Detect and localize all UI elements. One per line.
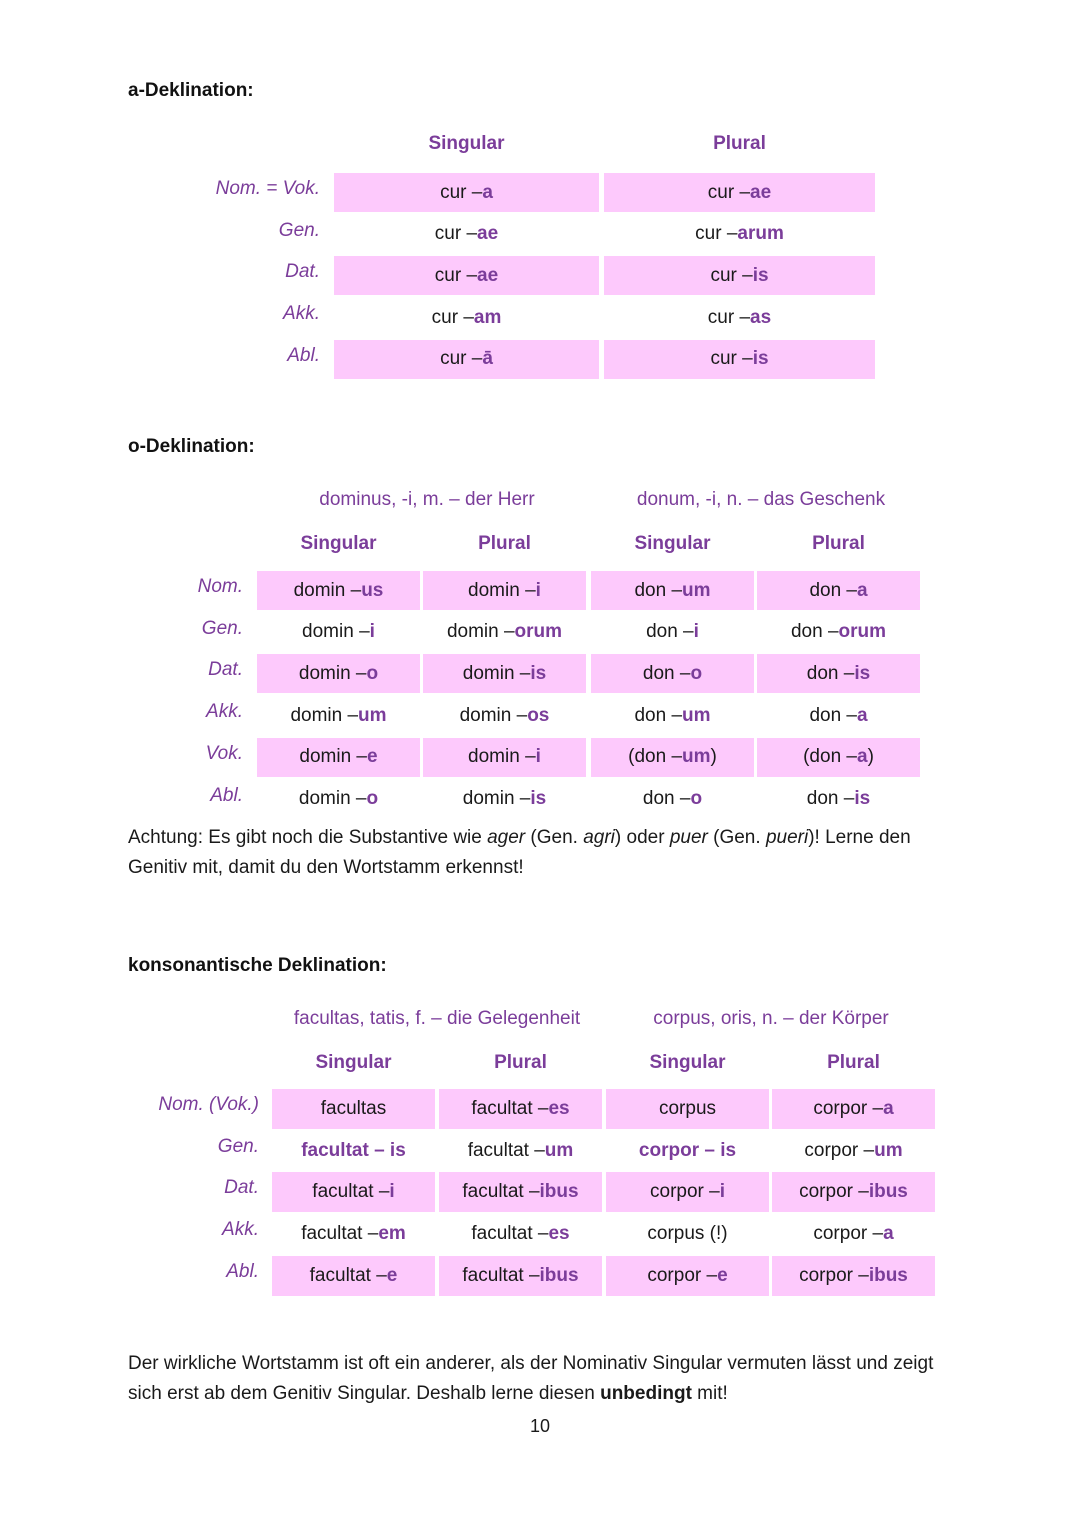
stem: cur –: [707, 306, 751, 328]
k-case-label: Nom. (Vok.): [158, 1094, 259, 1115]
ending: a: [482, 181, 493, 203]
k-table-cell: [439, 1131, 602, 1171]
o-note-puer: puer: [669, 827, 708, 848]
ending: ā: [482, 348, 493, 370]
ending: ae: [750, 181, 772, 203]
a-case-label: Dat.: [285, 261, 320, 283]
k-declension-title: konsonantische Deklination:: [128, 955, 387, 976]
o-table-cell: [423, 696, 586, 735]
o-table-cell: [423, 654, 586, 693]
o-table-cell: [257, 571, 420, 610]
ending: es: [548, 1098, 570, 1119]
stem: don –: [806, 788, 855, 809]
ending: ibus: [868, 1181, 908, 1203]
k-case-label: Abl.: [226, 1260, 259, 1282]
k-table-cell: [772, 1089, 935, 1129]
o-note-text: (Gen.: [707, 827, 766, 848]
a-table-cell: [604, 256, 875, 295]
k-table-cell: [439, 1089, 602, 1129]
ending: i: [535, 746, 541, 768]
ending: a: [883, 1098, 894, 1119]
k-table-cell: [606, 1131, 769, 1171]
k-table-cell: [272, 1172, 435, 1212]
stem: facultas: [320, 1098, 387, 1119]
ending: ibus: [539, 1264, 579, 1286]
k-header-plural-2: Plural: [827, 1052, 880, 1073]
ending: um: [682, 704, 711, 726]
o-note-text: )! Lerne den Genitiv mit, damit du den Wortstamm erkennst!: [128, 827, 911, 878]
stem: cur –: [707, 181, 751, 203]
stem: don –: [809, 579, 857, 601]
stem: don –: [634, 579, 683, 601]
ending: ibus: [539, 1181, 579, 1203]
stem: domin –: [299, 746, 368, 768]
k-case-label: Dat.: [224, 1177, 259, 1199]
k-table-cell: [272, 1256, 435, 1296]
ending: is: [854, 788, 871, 809]
ending: is: [752, 264, 769, 286]
ending: um: [358, 704, 387, 726]
page-number: 10: [529, 1416, 551, 1436]
o-table-cell: [591, 613, 754, 652]
o-declension-title: o-Deklination:: [128, 436, 255, 457]
ending: i: [719, 1181, 725, 1203]
o-table-cell: [257, 613, 420, 652]
stem: corpor –: [804, 1139, 875, 1161]
o-table-cell: [757, 696, 920, 735]
o-header-plural-1: Plural: [478, 533, 531, 554]
ending: o: [366, 788, 379, 809]
stem: corpus (!): [647, 1223, 728, 1245]
o-table-cell: [591, 654, 754, 693]
o-table-cell: [757, 613, 920, 652]
stem: cur –: [710, 348, 753, 370]
k-table-cell: [606, 1172, 769, 1212]
k-table-cell: [272, 1089, 435, 1129]
ending: um: [682, 746, 711, 768]
o-note-text: (Gen.: [525, 827, 584, 848]
ending: am: [473, 306, 502, 328]
o-note: [128, 823, 968, 883]
k-table-cell: [439, 1172, 602, 1212]
stem: corpor –: [813, 1223, 884, 1245]
stem: don –: [790, 621, 839, 643]
ending: a: [856, 746, 868, 768]
ending: e: [386, 1264, 398, 1286]
stem: don –: [809, 704, 857, 726]
ending: o: [366, 662, 379, 684]
ending: es: [548, 1223, 570, 1245]
k-header-singular-2: Singular: [649, 1052, 726, 1073]
ending: o: [690, 662, 703, 684]
o-table-cell: [757, 654, 920, 693]
a-table-cell: [604, 340, 875, 379]
a-header-singular: Singular: [428, 133, 505, 154]
o-note-ager: ager: [487, 827, 526, 848]
stem: cur –: [710, 264, 753, 286]
stem: cur –: [440, 348, 483, 370]
k-note-text: Der wirkliche Wortstamm ist oft ein anderer, als der Nominativ Singular vermuten lässt und zeigt sich erst ab dem Genitiv Singular. Deshalb lerne diesen: [128, 1353, 934, 1404]
k-noun-corpus: corpus, oris, n. – der Körper: [653, 1008, 889, 1029]
stem: facultat –: [471, 1223, 549, 1245]
form-bold: corpor – is: [638, 1139, 737, 1161]
stem: cur –: [434, 264, 478, 286]
stem: domin –: [462, 788, 531, 809]
stem: don –: [634, 704, 683, 726]
o-note-text: ) oder: [614, 827, 670, 848]
k-table-cell: [439, 1214, 602, 1254]
ending: i: [693, 621, 699, 643]
ending: um: [682, 579, 711, 601]
stem: facultat –: [462, 1181, 540, 1203]
o-table-cell: [591, 571, 754, 610]
a-table-cell: [604, 173, 875, 212]
stem: domin –: [468, 746, 536, 768]
o-table-cell: [423, 571, 586, 610]
ending: us: [361, 579, 384, 601]
a-table-cell: [334, 256, 599, 295]
ending: um: [544, 1139, 574, 1161]
a-table-cell: [334, 298, 599, 337]
o-table-cell: [257, 780, 420, 819]
k-note: [128, 1349, 968, 1409]
stem: domin –: [290, 704, 359, 726]
stem: corpor –: [647, 1264, 718, 1286]
stem: don –: [642, 662, 691, 684]
stem: don –: [646, 621, 694, 643]
stem: domin –: [298, 788, 367, 809]
k-table-cell: [606, 1089, 769, 1129]
k-table-cell: [772, 1172, 935, 1212]
o-case-label: Nom.: [197, 576, 243, 597]
stem: domin –: [298, 662, 367, 684]
o-table-cell: [423, 780, 586, 819]
a-table-cell: [334, 215, 599, 254]
stem: corpor –: [650, 1181, 720, 1203]
k-noun-facultas: facultas, tatis, f. – die Gelegenheit: [293, 1008, 581, 1029]
ending: as: [750, 306, 772, 328]
a-table-cell: [334, 340, 599, 379]
stem: facultat –: [301, 1223, 379, 1245]
ending: o: [690, 788, 703, 809]
ending: orum: [838, 621, 887, 643]
k-header-plural-1: Plural: [494, 1052, 547, 1073]
stem: (don –: [628, 746, 683, 768]
stem: facultat –: [312, 1181, 390, 1203]
form-bold: facultat – is: [301, 1139, 406, 1161]
a-case-label: Abl.: [287, 344, 320, 366]
a-header-plural: Plural: [713, 133, 766, 154]
stem: domin –: [462, 662, 531, 684]
k-table-cell: [772, 1256, 935, 1296]
k-note-text: mit!: [691, 1383, 728, 1404]
o-noun-donum: donum, -i, n. – das Geschenk: [636, 489, 886, 510]
o-header-singular-1: Singular: [300, 533, 377, 554]
bracket: ): [867, 746, 874, 768]
stem: facultat –: [467, 1139, 545, 1161]
o-table-cell: [757, 738, 920, 777]
ending: um: [874, 1139, 903, 1161]
ending: a: [856, 704, 868, 726]
k-header-singular-1: Singular: [315, 1052, 392, 1073]
o-noun-dominus: dominus, -i, m. – der Herr: [319, 489, 535, 510]
ending: i: [389, 1181, 395, 1203]
k-note-bold: unbedingt: [600, 1383, 692, 1404]
ending: orum: [514, 621, 563, 643]
ending: e: [717, 1264, 728, 1286]
ending: is: [752, 348, 769, 370]
a-table-cell: [604, 215, 875, 254]
o-case-label: Abl.: [210, 784, 243, 806]
ending: a: [856, 579, 868, 601]
ending: ae: [477, 264, 499, 286]
o-table-cell: [257, 654, 420, 693]
stem: corpor –: [813, 1098, 884, 1119]
o-case-label: Vok.: [205, 742, 243, 764]
ending: arum: [737, 223, 784, 245]
ending: e: [367, 746, 378, 768]
stem: domin –: [468, 579, 536, 601]
stem: corpor –: [799, 1264, 869, 1286]
k-table-cell: [439, 1256, 602, 1296]
ending: ibus: [868, 1264, 908, 1286]
stem: cur –: [695, 223, 738, 245]
k-table-cell: [606, 1256, 769, 1296]
o-note-pueri: pueri: [765, 827, 809, 848]
k-case-label: Gen.: [217, 1135, 259, 1157]
k-case-label: Akk.: [222, 1219, 259, 1241]
k-table-cell: [606, 1214, 769, 1254]
stem: don –: [642, 788, 691, 809]
k-table-cell: [272, 1131, 435, 1171]
o-table-cell: [423, 738, 586, 777]
a-case-label: Akk.: [283, 303, 320, 325]
ending: ae: [477, 223, 499, 245]
o-table-cell: [423, 613, 586, 652]
stem: domin –: [293, 579, 362, 601]
o-header-singular-2: Singular: [634, 533, 711, 554]
ending: is: [530, 662, 547, 684]
stem: corpor –: [799, 1181, 869, 1203]
a-case-label: Gen.: [278, 219, 320, 241]
o-table-cell: [591, 780, 754, 819]
ending: os: [527, 704, 550, 726]
ending: i: [535, 579, 541, 601]
stem: corpus: [658, 1098, 717, 1119]
a-declension-title: a-Deklination:: [128, 80, 254, 101]
stem: cur –: [440, 181, 483, 203]
ending: em: [378, 1223, 406, 1245]
o-note-text: Achtung: Es gibt noch die Substantive wie: [128, 827, 488, 848]
o-table-cell: [257, 738, 420, 777]
stem: (don –: [803, 746, 857, 768]
ending: is: [530, 788, 547, 809]
stem: facultat –: [462, 1264, 540, 1286]
o-table-cell: [591, 738, 754, 777]
o-case-label: Dat.: [208, 659, 243, 681]
ending: a: [883, 1223, 894, 1245]
stem: cur –: [431, 306, 474, 328]
stem: facultat –: [471, 1098, 549, 1119]
a-table-cell: [604, 298, 875, 337]
o-header-plural-2: Plural: [812, 533, 865, 554]
stem: domin –: [302, 621, 370, 643]
ending: is: [854, 662, 871, 684]
a-case-label: Nom. = Vok.: [215, 178, 320, 199]
o-table-cell: [591, 696, 754, 735]
k-table-cell: [772, 1131, 935, 1171]
o-table-cell: [257, 696, 420, 735]
o-note-agri: agri: [583, 827, 615, 848]
o-table-cell: [757, 780, 920, 819]
k-table-cell: [272, 1214, 435, 1254]
o-case-label: Akk.: [206, 701, 243, 723]
o-table-cell: [757, 571, 920, 610]
stem: domin –: [459, 704, 528, 726]
stem: facultat –: [309, 1264, 387, 1286]
a-table-cell: [334, 173, 599, 212]
stem: domin –: [446, 621, 515, 643]
stem: cur –: [434, 223, 478, 245]
k-table-cell: [772, 1214, 935, 1254]
stem: don –: [806, 662, 855, 684]
o-case-label: Gen.: [201, 617, 243, 639]
bracket: ): [710, 746, 717, 768]
ending: i: [369, 621, 375, 643]
